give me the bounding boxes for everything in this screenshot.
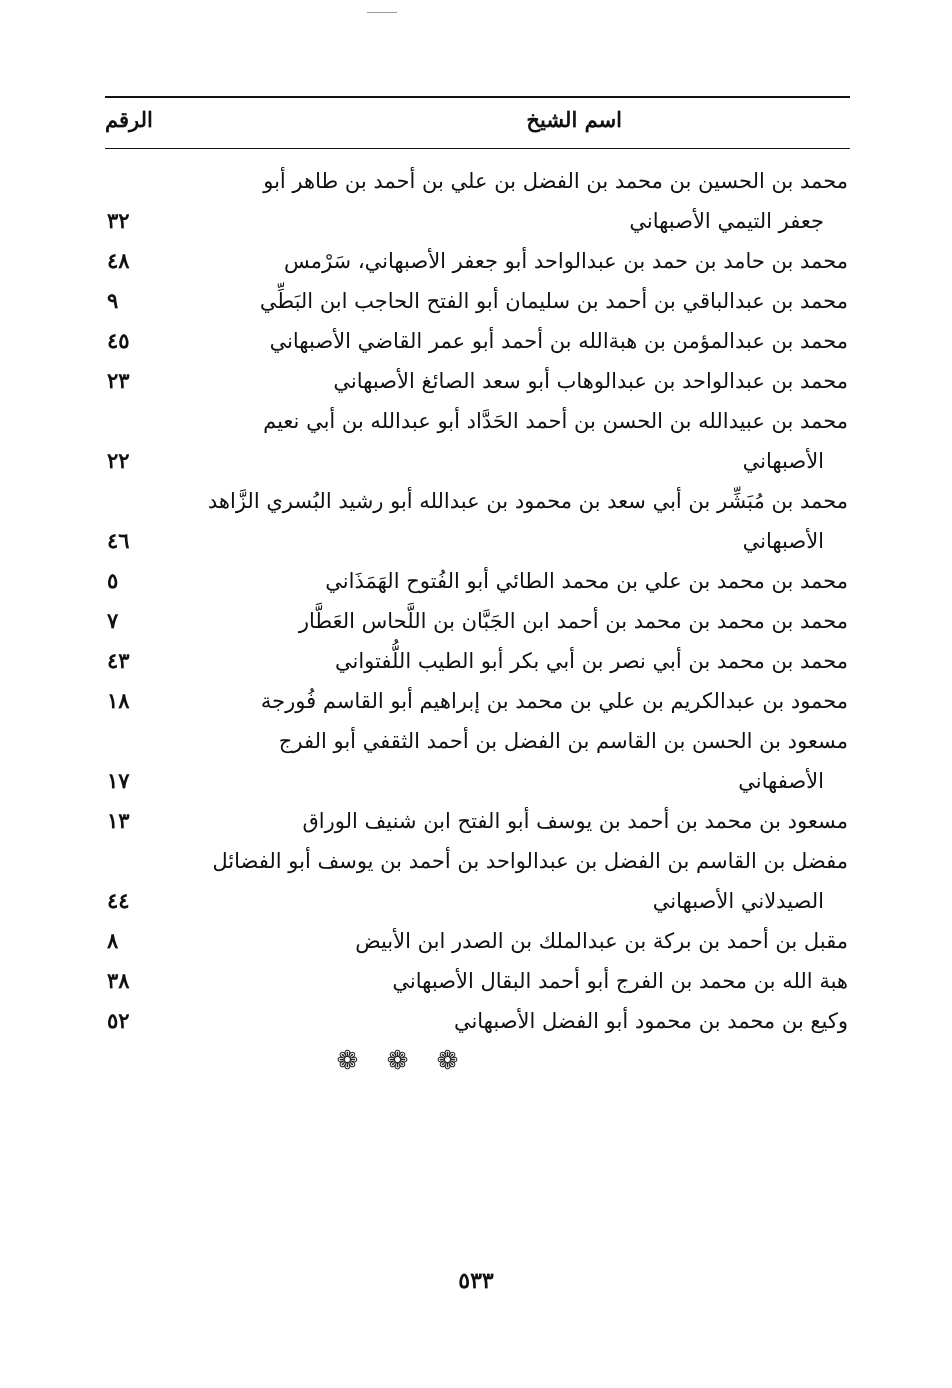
sheikh-name-line: محمد بن محمد بن أبي نصر بن أبي بكر أبو الطيب اللُّفتواني <box>334 649 848 673</box>
sheikh-number: ١٣ <box>107 808 130 833</box>
sheikh-name <box>168 401 850 481</box>
table-row <box>105 721 850 801</box>
sheikh-name-line: محمد بن عبيدالله بن الحسن بن أحمد الحَدَّاد أبو عبدالله بن أبي نعيم <box>263 409 848 433</box>
table-body <box>105 161 850 1041</box>
sheikh-name-continuation: الأصبهاني <box>742 529 824 553</box>
table-row <box>105 681 850 721</box>
table-row <box>105 641 850 681</box>
sheikh-name-line: محمد بن محمد بن علي بن محمد الطائي أبو الفُتوح الهَمَذَاني <box>325 569 848 593</box>
sheikh-name-line: محمد بن مُبَشِّر بن أبي سعد بن محمود بن عبدالله أبو رشيد البُسري الزَّاهد <box>207 489 848 513</box>
sheikh-name-line: مسعود بن الحسن بن القاسم بن الفضل بن أحمد الثقفي أبو الفرج <box>278 729 848 753</box>
page-number: ٥٣٣ <box>458 1268 494 1294</box>
table-row <box>105 961 850 1001</box>
sheikh-name <box>168 1001 850 1041</box>
sheikh-name-line: محمد بن عبدالباقي بن أحمد بن سليمان أبو الفتح الحاجب ابن البَطِّي <box>259 289 848 313</box>
column-header-name: اسم الشيخ <box>526 107 622 132</box>
sheikh-name-continuation: الأصفهاني <box>738 769 824 793</box>
sheikh-number: ٥ <box>107 568 119 593</box>
table-row <box>105 481 850 561</box>
table-row <box>105 281 850 321</box>
sheikh-name-continuation: الصيدلاني الأصبهاني <box>652 889 824 913</box>
table-row <box>105 801 850 841</box>
sheikh-number: ٤٣ <box>107 648 130 673</box>
sheikh-name-line: وكيع بن محمد بن محمود أبو الفضل الأصبهاني <box>453 1009 848 1033</box>
sheikh-number: ٨ <box>107 928 119 953</box>
sheikh-name <box>168 721 850 801</box>
sheikh-name <box>168 801 850 841</box>
table-row <box>105 241 850 281</box>
index-table <box>105 96 850 1079</box>
sheikh-number: ٢٣ <box>107 368 130 393</box>
sheikh-name-line: محمود بن عبدالكريم بن علي بن محمد بن إبراهيم أبو القاسم فُورجة <box>260 689 848 713</box>
sheikh-name <box>168 281 850 321</box>
sheikh-name <box>168 481 850 561</box>
sheikh-name-continuation: الأصبهاني <box>742 449 824 473</box>
table-row <box>105 401 850 481</box>
sheikh-name <box>168 241 850 281</box>
table-row <box>105 601 850 641</box>
sheikh-name-line: مقبل بن أحمد بن بركة بن عبدالملك بن الصدر ابن الأبيض <box>355 929 848 953</box>
sheikh-number: ٥٢ <box>107 1008 130 1033</box>
table-row <box>105 841 850 921</box>
ornament-divider: ❁ ❁ ❁ <box>336 1046 469 1076</box>
sheikh-name <box>168 961 850 1001</box>
table-row <box>105 921 850 961</box>
sheikh-name <box>168 601 850 641</box>
table-header <box>105 96 850 149</box>
sheikh-name <box>168 161 850 241</box>
table-row <box>105 1001 850 1041</box>
column-header-number: الرقم <box>105 107 153 132</box>
sheikh-name-line: مفضل بن القاسم بن الفضل بن عبدالواحد بن أحمد بن يوسف أبو الفضائل <box>212 849 848 873</box>
sheikh-name-line: محمد بن محمد بن محمد بن أحمد ابن الجَبَّان بن اللَّحاس العَطَّار <box>298 609 848 633</box>
sheikh-number: ٤٤ <box>107 888 130 913</box>
sheikh-name <box>168 361 850 401</box>
sheikh-name-line: محمد بن الحسين بن محمد بن الفضل بن علي بن أحمد بن طاهر أبو <box>263 169 848 193</box>
sheikh-number: ٢٢ <box>107 448 130 473</box>
sheikh-number: ٣٨ <box>107 968 130 993</box>
sheikh-number: ٤٦ <box>107 528 130 553</box>
sheikh-number: ٩ <box>107 288 119 313</box>
sheikh-number: ١٧ <box>107 768 130 793</box>
sheikh-name <box>168 321 850 361</box>
sheikh-name <box>168 681 850 721</box>
sheikh-name-line: محمد بن عبدالواحد بن عبدالوهاب أبو سعد الصائغ الأصبهاني <box>333 369 848 393</box>
sheikh-number: ٣٢ <box>107 208 130 233</box>
sheikh-name-line: مسعود بن محمد بن أحمد بن يوسف أبو الفتح ابن شنيف الوراق <box>302 809 848 833</box>
table-row <box>105 161 850 241</box>
sheikh-number: ٤٥ <box>107 328 130 353</box>
sheikh-number: ٧ <box>107 608 119 633</box>
sheikh-number: ١٨ <box>107 688 130 713</box>
sheikh-name-continuation: جعفر التيمي الأصبهاني <box>629 209 824 233</box>
sheikh-name-line: هبة الله بن محمد بن الفرج أبو أحمد البقال الأصبهاني <box>392 969 848 993</box>
sheikh-name-line: محمد بن حامد بن حمد بن عبدالواحد أبو جعفر الأصبهاني، سَرْمس <box>283 249 848 273</box>
sheikh-name-line: محمد بن عبدالمؤمن بن هبةالله بن أحمد أبو عمر القاضي الأصبهاني <box>269 329 848 353</box>
top-mark <box>367 12 397 13</box>
sheikh-name <box>168 841 850 921</box>
sheikh-name <box>168 921 850 961</box>
sheikh-name <box>168 561 850 601</box>
table-row <box>105 361 850 401</box>
table-row <box>105 321 850 361</box>
sheikh-number: ٤٨ <box>107 248 130 273</box>
table-row <box>105 561 850 601</box>
sheikh-name <box>168 641 850 681</box>
